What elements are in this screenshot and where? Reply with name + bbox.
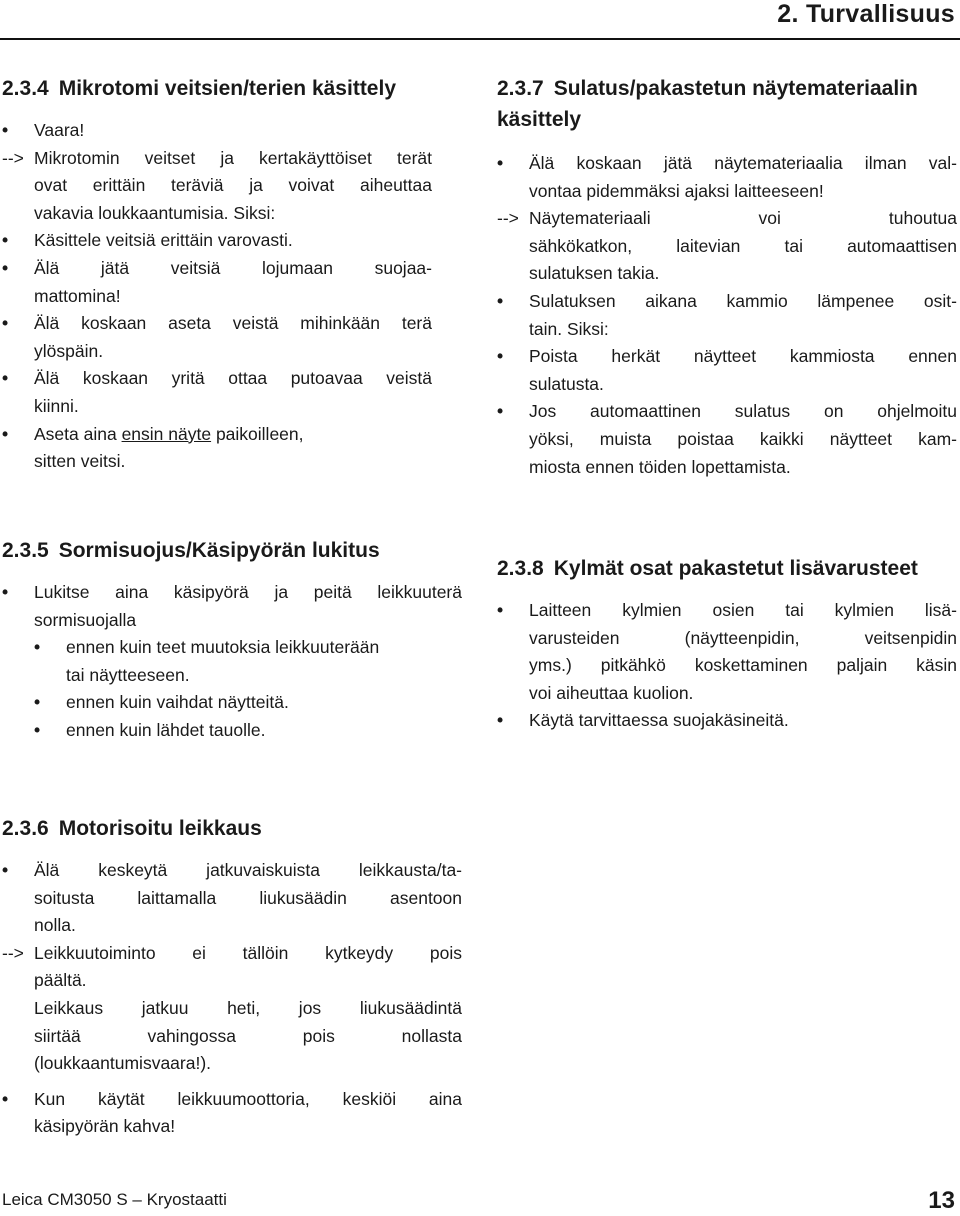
text-line: sormisuojalla	[34, 609, 137, 630]
section-title: 2.3.6 Motorisoitu leikkaus	[2, 817, 262, 840]
text-line: sulatuksen takia.	[529, 263, 660, 284]
section-2-3-5	[2, 535, 462, 745]
bullet-line: • Älä koskaan aseta veistä mihinkään terä	[34, 310, 432, 338]
bullet-line: • Älä koskaan yritä ottaa putoavaa veistä	[34, 365, 432, 393]
text-line: kiinni.	[34, 395, 79, 416]
text-line: varusteiden (näytteenpidin, veitsenpidin	[529, 627, 957, 648]
text-line: nolla.	[34, 915, 76, 936]
text-line: yöksi, muista poistaa kaikki näytteet kam-	[529, 428, 957, 449]
bullet-line: • Vaara!	[34, 117, 432, 145]
text-line: (loukkaantumisvaara!).	[34, 1053, 212, 1074]
bullet-line: • Kun käytät leikkuumoottoria, keskiöi aina	[34, 1086, 462, 1114]
section-2-3-4	[2, 73, 432, 476]
text-line: tai näytteeseen.	[66, 664, 190, 685]
text-line: miosta ennen töiden lopettamista.	[529, 456, 791, 477]
bullet-line: • Poista herkät näytteet kammiosta ennen	[529, 343, 957, 371]
chapter-heading: 2. Turvallisuus	[777, 0, 955, 28]
text-line: käsipyörän kahva!	[34, 1116, 176, 1137]
bullet-line: • Käsittele veitsiä erittäin varovasti.	[34, 227, 432, 255]
bullet-line: • Jos automaattinen sulatus on ohjelmoitu	[529, 398, 957, 426]
text-line: tain. Siksi:	[529, 318, 609, 339]
text-line: päältä.	[34, 970, 87, 991]
text-line: --> Leikkuutoiminto ei tällöin kytkeydy pois	[2, 942, 462, 963]
text-line: vakavia loukkaantumisia. Siksi:	[34, 202, 276, 223]
bullet-line: • Älä koskaan jätä näytemateriaalia ilman val-	[529, 150, 957, 178]
section-2-3-7	[497, 73, 957, 481]
text-line: Leikkaus jatkuu heti, jos liukusäädintä	[34, 997, 462, 1018]
text-line: sitten veitsi.	[34, 451, 126, 472]
section-2-3-8	[497, 553, 957, 735]
bullet-line: • Käytä tarvittaessa suojakäsineitä.	[529, 707, 957, 735]
section-title: 2.3.4 Mikrotomi veitsien/terien käsittely	[2, 77, 397, 100]
text-line: --> Näytemateriaali voi tuhoutua	[497, 208, 957, 229]
section-2-3-6	[2, 813, 462, 1141]
section-title: 2.3.7 Sulatus/pakastetun näytemateriaalin käsittely	[497, 77, 918, 131]
header-rule	[0, 38, 960, 40]
section-title: 2.3.5 Sormisuojus/Käsipyörän lukitus	[2, 539, 380, 562]
bullet-line: • ennen kuin vaihdat näytteitä.	[66, 689, 462, 717]
bullet-line: • Aseta aina ensin näyte paikoilleen,	[34, 421, 432, 449]
text-line: vontaa pidemmäksi ajaksi laitteeseen!	[529, 180, 824, 201]
bullet-line: • Älä jätä veitsiä lojumaan suojaa-	[34, 255, 432, 283]
bullet-line: • Sulatuksen aikana kammio lämpenee osit-	[529, 288, 957, 316]
text-line: siirtää vahingossa pois nollasta	[34, 1025, 462, 1046]
text-line: mattomina!	[34, 285, 121, 306]
text-line: voi aiheuttaa kuolion.	[529, 682, 694, 703]
text-line: sähkökatkon, laitevian tai automaattisen	[529, 235, 957, 256]
section-title: 2.3.8 Kylmät osat pakastetut lisävarusteet	[497, 557, 918, 580]
bullet-line: • ennen kuin teet muutoksia leikkuuterään	[66, 634, 462, 662]
footer-product: Leica CM3050 S – Kryostaatti	[2, 1190, 227, 1209]
text-line: ylöspäin.	[34, 340, 104, 361]
page-number: 13	[928, 1187, 955, 1214]
text-line: --> Mikrotomin veitset ja kertakäyttöiset terät	[2, 147, 432, 168]
bullet-line: • ennen kuin lähdet tauolle.	[66, 717, 462, 745]
text-line: yms.) pitkähkö koskettaminen paljain käsin	[529, 655, 957, 676]
text-line: soitusta laittamalla liukusäädin asentoon	[34, 887, 462, 908]
text-line: sulatusta.	[529, 373, 604, 394]
bullet-line: • Älä keskeytä jatkuvaiskuista leikkausta/ta-	[34, 857, 462, 885]
bullet-line: • Laitteen kylmien osien tai kylmien lisä-	[529, 597, 957, 625]
text-line: ovat erittäin teräviä ja voivat aiheuttaa	[34, 175, 432, 196]
bullet-line: • Lukitse aina käsipyörä ja peitä leikkuuterä	[34, 579, 462, 607]
